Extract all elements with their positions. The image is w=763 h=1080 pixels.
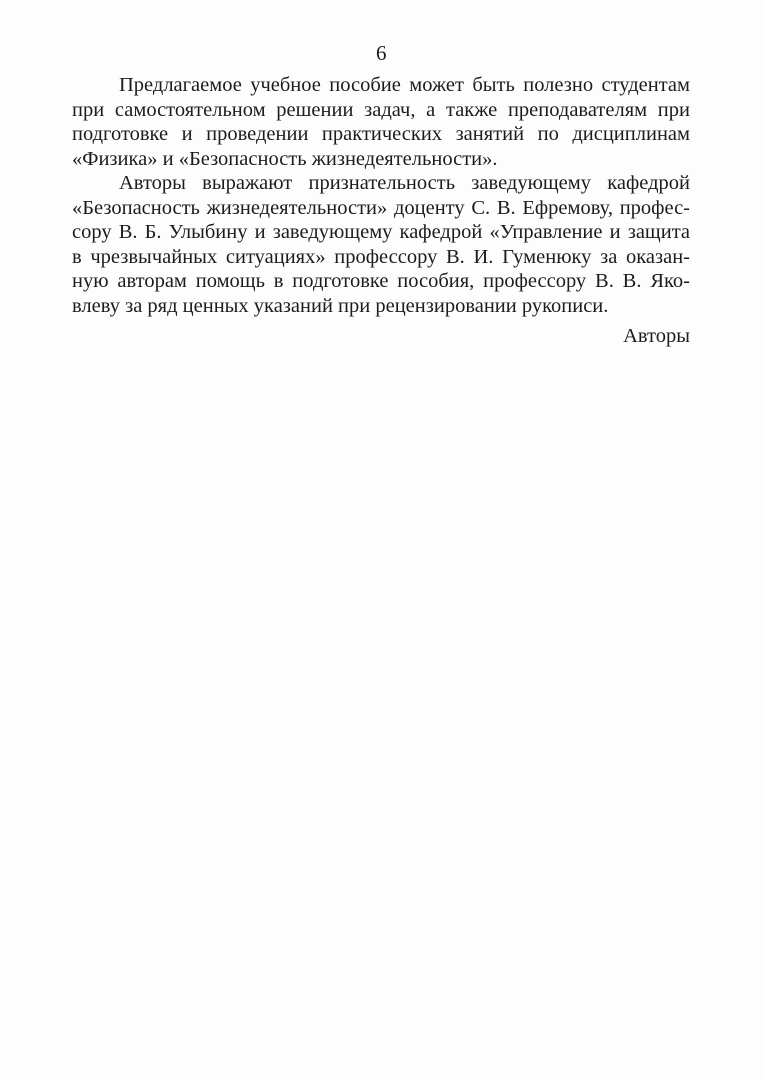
text-line: влеву за ряд ценных указаний при рецензировании рукописи. (72, 294, 609, 317)
page-number: 6 (376, 41, 387, 65)
paragraph-acknowledgements (72, 171, 690, 318)
text-block (72, 73, 690, 349)
text-line: в чрезвычайных ситуациях» профессору В. И. Гуменюку за оказан- (72, 245, 690, 268)
authors-signature: Авторы (623, 325, 690, 347)
text-line: Предлагаемое учебное пособие может быть полезно студентам (119, 74, 690, 96)
paragraph-intro (72, 73, 690, 171)
text-line: «Безопасность жизнедеятельности» доценту С. В. Ефремову, профес- (72, 196, 690, 219)
text-line: при самостоятельном решении задач, а также преподавателям при (72, 98, 690, 121)
text-line: Авторы выражают признательность заведующему кафедрой (119, 172, 690, 194)
text-line: ную авторам помощь в подготовке пособия, профессору В. В. Яко- (72, 270, 690, 292)
text-line: подготовке и проведении практических занятий по дисциплинам (72, 123, 690, 145)
text-line: «Физика» и «Безопасность жизнедеятельности». (72, 147, 498, 170)
text-line: сору В. Б. Улыбину и заведующему кафедрой «Управление и защита (72, 221, 690, 243)
